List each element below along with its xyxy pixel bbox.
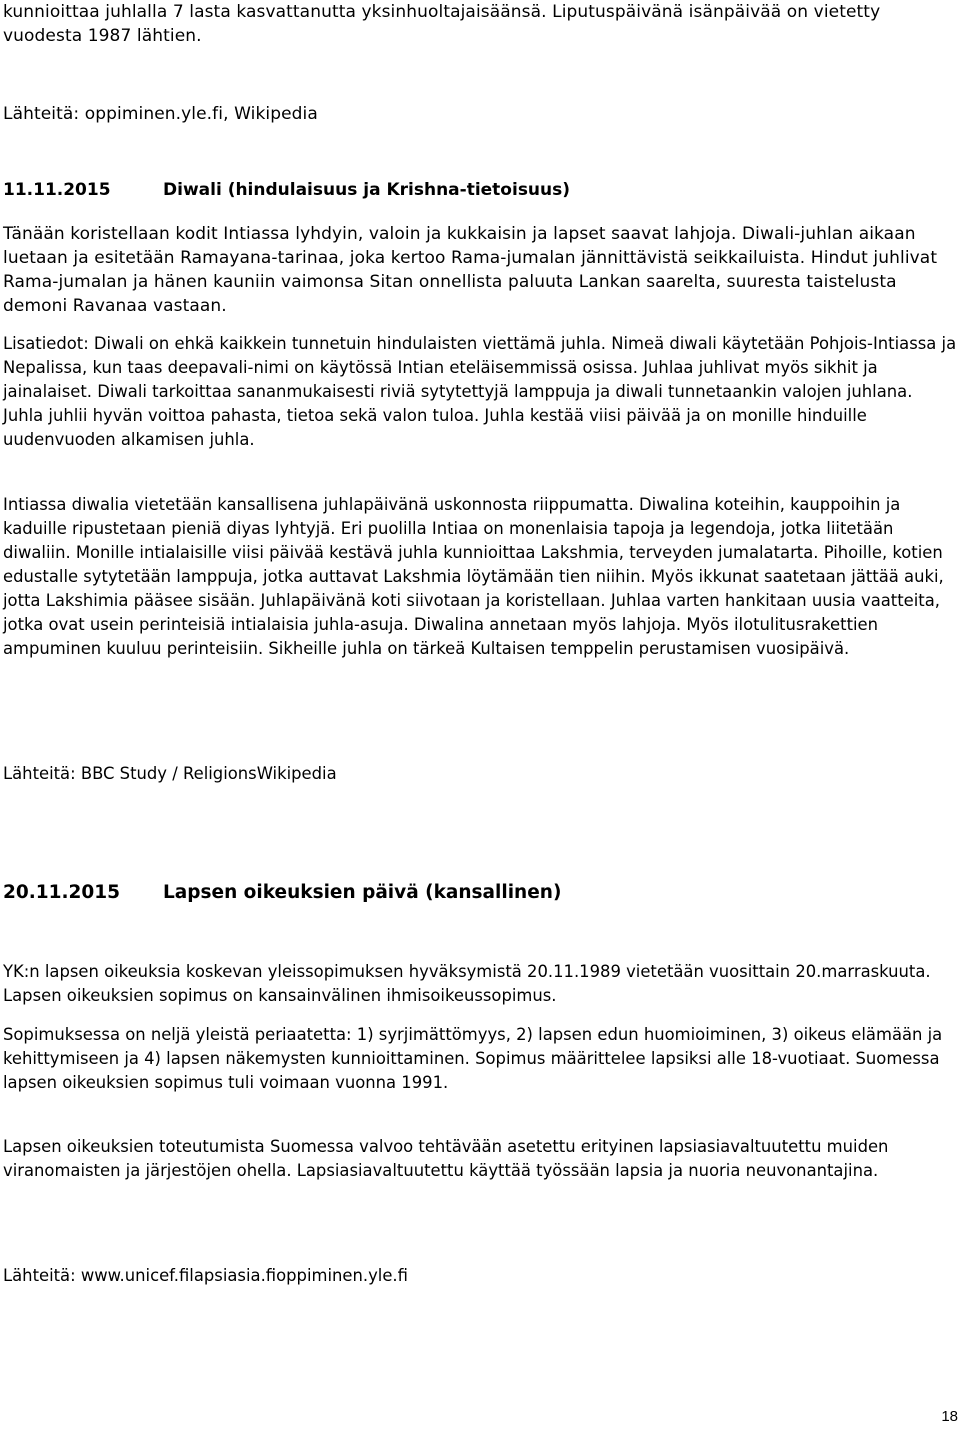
section-date: 11.11.2015 — [3, 180, 111, 200]
section-title: Diwali (hindulaisuus ja Krishna-tietoisuus) — [163, 180, 571, 200]
diwali-intro-paragraph: Tänään koristellaan kodit Intiassa lyhdyin, valoin ja kukkaisin ja lapset saavat lahjoja. Diwali-juhlan aikaan luetaan ja esitetään Ramayana-tarinaa, joka kertoo Rama-jumalan jännittävistä seikkailuista. Hindut juhlivat Rama-jumalan ja hänen kauniin vaimonsa Sitan onnellista paluuta Lankan saarelta, suuresta taistelusta demoni Ravanaa vastaan. — [3, 224, 938, 316]
diwali-india-paragraph: Intiassa diwalia vietetään kansallisena juhlapäivänä uskonnosta riippumatta. Diwalina koteihin, kauppoihin ja kaduille ripustetaan pieniä diyas lyhtyjä. Eri puolilla Intiaa on monenlaisia tapoja ja legendoja, jotka liitetään diwaliin. Monille intialaisille viisi päivää kestävä juhla kunnioittaa Lakshmia, terveyden jumalatarta. Pihoille, kotien edustalle sytytetään lamppuja, jotka auttavat Lakshmia löytämään tien niihin. Myös ikkunat saatetaan jättää auki, jotta Lakshimia pääsee sisään. Juhlapäivänä koti siivotaan ja koristellaan. Juhlaa varten hankitaan uusia vaatteita, jotka ovat usein perinteisiä intialaisia juhla-asuja. Diwalina annetaan myös lahjoja. Myös ilotulitusrakettien ampuminen kuuluu perinteisiin. Sikheille juhla on tärkeä Kultaisen temppelin perustamisen vuosipäivä. — [3, 495, 944, 658]
section-heading-children — [3, 880, 957, 906]
sources-line: Lähteitä: oppiminen.yle.fi, Wikipedia — [3, 104, 318, 124]
section-title: Lapsen oikeuksien päivä (kansallinen) — [163, 882, 562, 903]
children-paragraph-1: YK:n lapsen oikeuksia koskevan yleissopimuksen hyväksymistä 20.11.1989 vietetään vuosittain 20.marraskuuta. Lapsen oikeuksien sopimus on kansainvälinen ihmisoikeussopimus. — [3, 962, 931, 1005]
diwali-sources-line: Lähteitä: BBC Study / ReligionsWikipedia — [3, 764, 337, 783]
children-paragraph-2: Sopimuksessa on neljä yleistä periaatetta: 1) syrjimättömyys, 2) lapsen edun huomioiminen, 3) oikeus elämään ja kehittymiseen ja 4) lapsen näkemysten kunnioittaminen. Sopimus määrittelee lapsiksi alle 18-vuotiaat. Suomessa lapsen oikeuksien sopimus tuli voimaan vuonna 1991. — [3, 1025, 943, 1092]
children-sources-line: Lähteitä: www.unicef.filapsiasia.fioppiminen.yle.fi — [3, 1266, 408, 1285]
intro-paragraph: kunnioittaa juhlalla 7 lasta kasvattanutta yksinhuoltajaisäänsä. Liputuspäivänä isänpäivää on vietetty vuodesta 1987 lähtien. — [3, 2, 881, 46]
children-paragraph-3: Lapsen oikeuksien toteutumista Suomessa valvoo tehtävään asetettu erityinen lapsiasiavaltuutettu muiden viranomaisten ja järjestöjen ohella. Lapsiasiavaltuutettu käyttää työssään lapsia ja nuoria neuvonantajina. — [3, 1137, 889, 1180]
page-number: 18 — [941, 1408, 958, 1425]
section-date: 20.11.2015 — [3, 882, 121, 903]
section-heading-diwali — [3, 178, 957, 202]
diwali-more-info-paragraph: Lisatiedot: Diwali on ehkä kaikkein tunnetuin hindulaisten viettämä juhla. Nimeä diwali käytetään Pohjois-Intiassa ja Nepalissa, kun taas deepavali-nimi on käytössä Intian eteläisemmissä osissa. Juhlaa juhlivat myös sikhit ja jainalaiset. Diwali tarkoittaa sananmukaisesti riviä sytytettyjä lamppuja ja diwali tunnetaankin valojen juhlana. Juhla juhlii hyvän voittoa pahasta, tietoa sekä valon tuloa. Juhla kestää viisi päivää ja on monille hinduille uudenvuoden alkamisen juhla. — [3, 334, 957, 449]
document-page — [3, 0, 957, 1429]
